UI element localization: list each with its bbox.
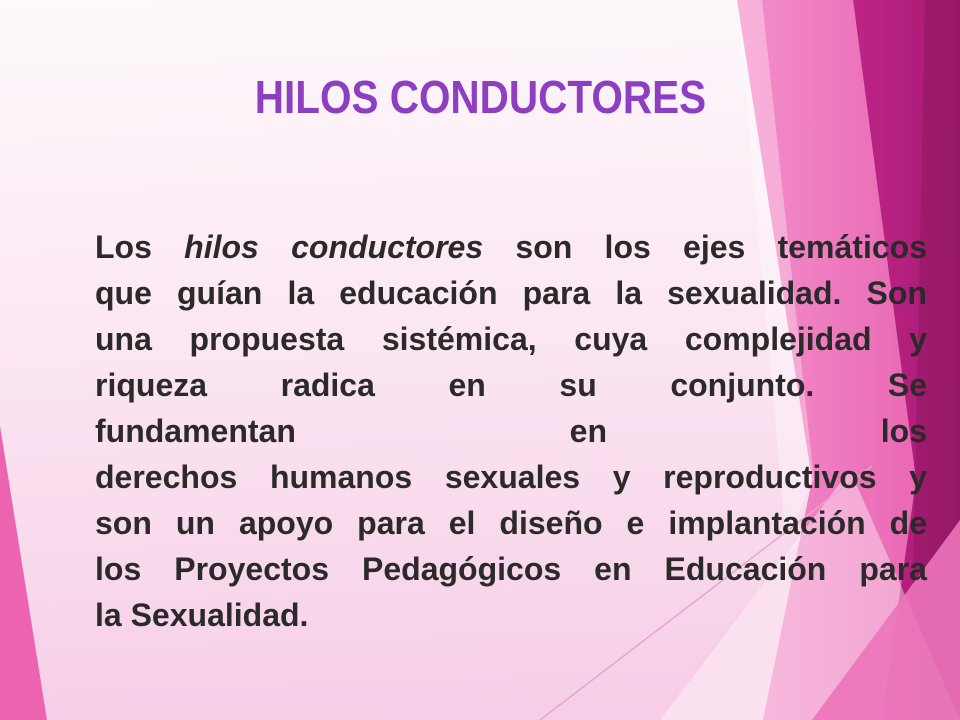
- word: conjunto.: [670, 367, 815, 403]
- body-line: [95, 408, 927, 454]
- word: cuya: [574, 321, 648, 357]
- word: hilos: [184, 229, 259, 265]
- word: conductores: [291, 229, 484, 265]
- word: fundamentan: [95, 413, 296, 449]
- word: para: [357, 505, 425, 541]
- word: Sexualidad.: [130, 597, 309, 633]
- word: que: [95, 275, 152, 311]
- word: la: [287, 275, 315, 311]
- word: sexualidad.: [667, 275, 842, 311]
- word: para: [859, 551, 927, 587]
- word: la: [95, 597, 122, 633]
- word: humanos: [269, 459, 413, 495]
- word: propuesta: [189, 321, 345, 357]
- word: reproductivos: [663, 459, 877, 495]
- ribbon-left-band: [0, 426, 47, 720]
- body-line: [95, 270, 927, 316]
- word: diseño: [499, 505, 603, 541]
- word: Pedagógicos: [362, 551, 562, 587]
- slide-title: [0, 72, 960, 123]
- word: los: [604, 229, 651, 265]
- body-line: [95, 546, 927, 592]
- word: sexuales: [444, 459, 581, 495]
- word: para: [522, 275, 591, 311]
- word: los: [95, 551, 142, 587]
- word: de: [889, 505, 927, 541]
- word: Los: [95, 229, 152, 265]
- word: una: [95, 321, 152, 357]
- word: en: [448, 367, 486, 403]
- word: educación: [339, 275, 498, 311]
- word: los: [880, 413, 927, 449]
- word: implantación: [668, 505, 866, 541]
- word: Se: [887, 367, 927, 403]
- slide-title-text: HILOS CONDUCTORES: [254, 71, 706, 123]
- body-line: [95, 316, 927, 362]
- body-line: [95, 362, 927, 408]
- body-line: [95, 500, 927, 546]
- word: ejes: [683, 229, 746, 265]
- word: su: [559, 367, 597, 403]
- word: y: [612, 459, 631, 495]
- word: radica: [280, 367, 375, 403]
- word: riqueza: [95, 367, 208, 403]
- word: en: [569, 413, 607, 449]
- word: guían: [177, 275, 263, 311]
- body-line: [95, 224, 927, 270]
- word: derechos: [95, 459, 238, 495]
- word: complejidad: [684, 321, 872, 357]
- word: temáticos: [777, 229, 927, 265]
- word: Son: [866, 275, 927, 311]
- word: sistémica,: [381, 321, 537, 357]
- body-line: [95, 592, 927, 638]
- word: un: [175, 505, 215, 541]
- word: en: [594, 551, 632, 587]
- word: y: [909, 321, 927, 357]
- word: son: [95, 505, 152, 541]
- word: la: [615, 275, 642, 311]
- word: Proyectos: [174, 551, 329, 587]
- word: el: [448, 505, 476, 541]
- word: Educación: [664, 551, 827, 587]
- word: e: [626, 505, 645, 541]
- word: y: [909, 459, 927, 495]
- word: apoyo: [238, 505, 334, 541]
- body-text: [95, 224, 927, 638]
- body-line: [95, 454, 927, 500]
- word: son: [515, 229, 573, 265]
